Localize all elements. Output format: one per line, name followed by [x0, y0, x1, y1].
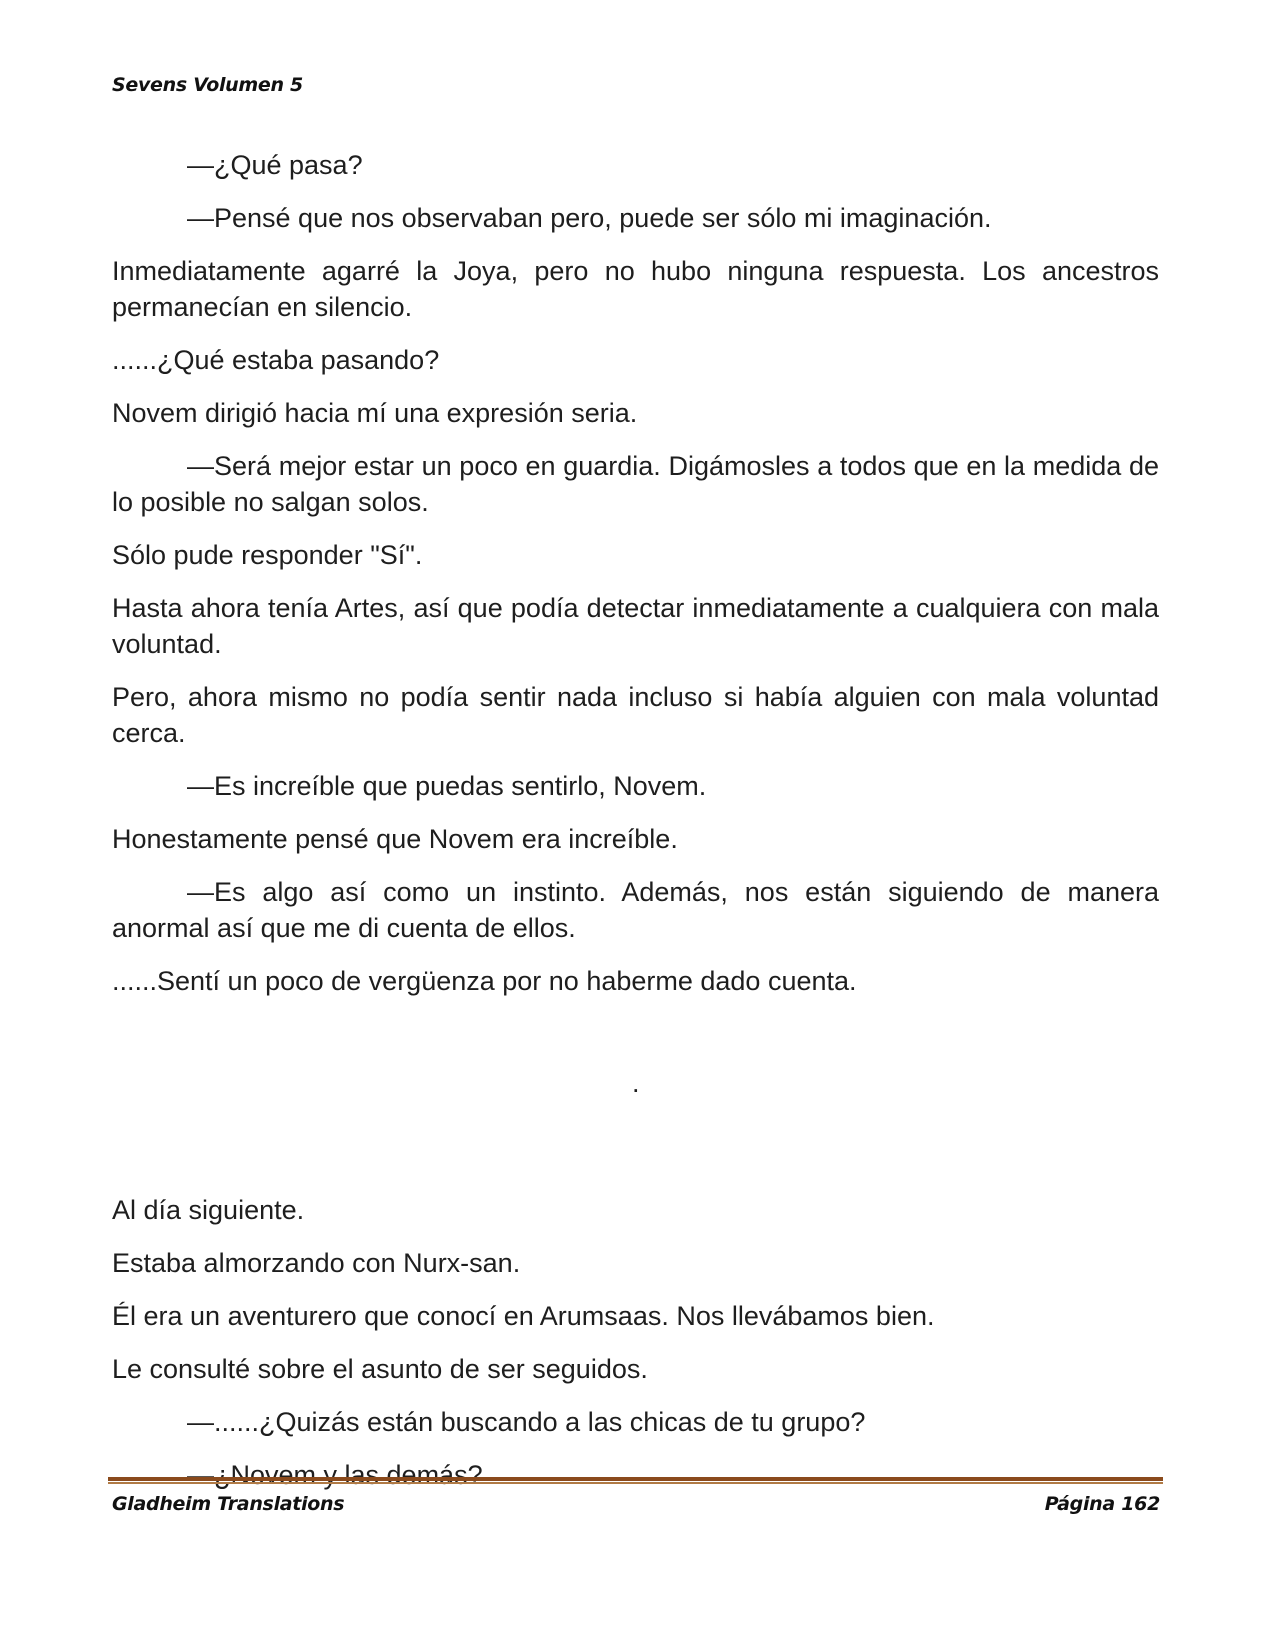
paragraph: —Es algo así como un instinto. Además, nos están siguiendo de manera anormal así que me di cuenta de ellos.: [112, 877, 1159, 943]
paragraph: Novem dirigió hacia mí una expresión seria.: [112, 398, 638, 428]
scene-separator: [112, 1016, 1159, 1192]
paragraph: Él era un aventurero que conocí en Arumsaas. Nos llevábamos bien.: [112, 1301, 935, 1331]
header-title: Sevens Volumen 5: [112, 74, 303, 96]
footer-publisher: Gladheim Translations: [112, 1493, 345, 1515]
paragraph: Le consulté sobre el asunto de ser seguidos.: [112, 1354, 648, 1384]
paragraph: Hasta ahora tenía Artes, así que podía detectar inmediatamente a cualquiera con mala voluntad.: [112, 593, 1159, 659]
paragraph: —Será mejor estar un poco en guardia. Digámosles a todos que en la medida de lo posible no salgan solos.: [112, 451, 1159, 517]
paragraph: Estaba almorzando con Nurx-san.: [112, 1248, 521, 1278]
separator-dot: .: [632, 1068, 640, 1098]
paragraph: —......¿Quizás están buscando a las chicas de tu grupo?: [187, 1407, 866, 1437]
paragraph: ......¿Qué estaba pasando?: [112, 345, 440, 375]
footer-page-number: Página 162: [1044, 1493, 1160, 1515]
footer-rule: [108, 1477, 1163, 1484]
paragraph: —Es increíble que puedas sentirlo, Novem.: [187, 771, 707, 801]
paragraph: Inmediatamente agarré la Joya, pero no hubo ninguna respuesta. Los ancestros permanecían en silencio.: [112, 256, 1159, 322]
paragraph: ......Sentí un poco de vergüenza por no haberme dado cuenta.: [112, 966, 857, 996]
paragraph: Sólo pude responder "Sí".: [112, 540, 423, 570]
paragraph: Al día siguiente.: [112, 1195, 305, 1225]
paragraph: —¿Qué pasa?: [187, 150, 363, 180]
paragraph: —¿Novem y las demás?: [187, 1460, 483, 1490]
paragraph: —Pensé que nos observaban pero, puede ser sólo mi imaginación.: [187, 203, 992, 233]
document-body: [112, 147, 1159, 1510]
paragraph: Pero, ahora mismo no podía sentir nada incluso si había alguien con mala voluntad cerca.: [112, 682, 1159, 748]
paragraph: Honestamente pensé que Novem era increíble.: [112, 824, 678, 854]
